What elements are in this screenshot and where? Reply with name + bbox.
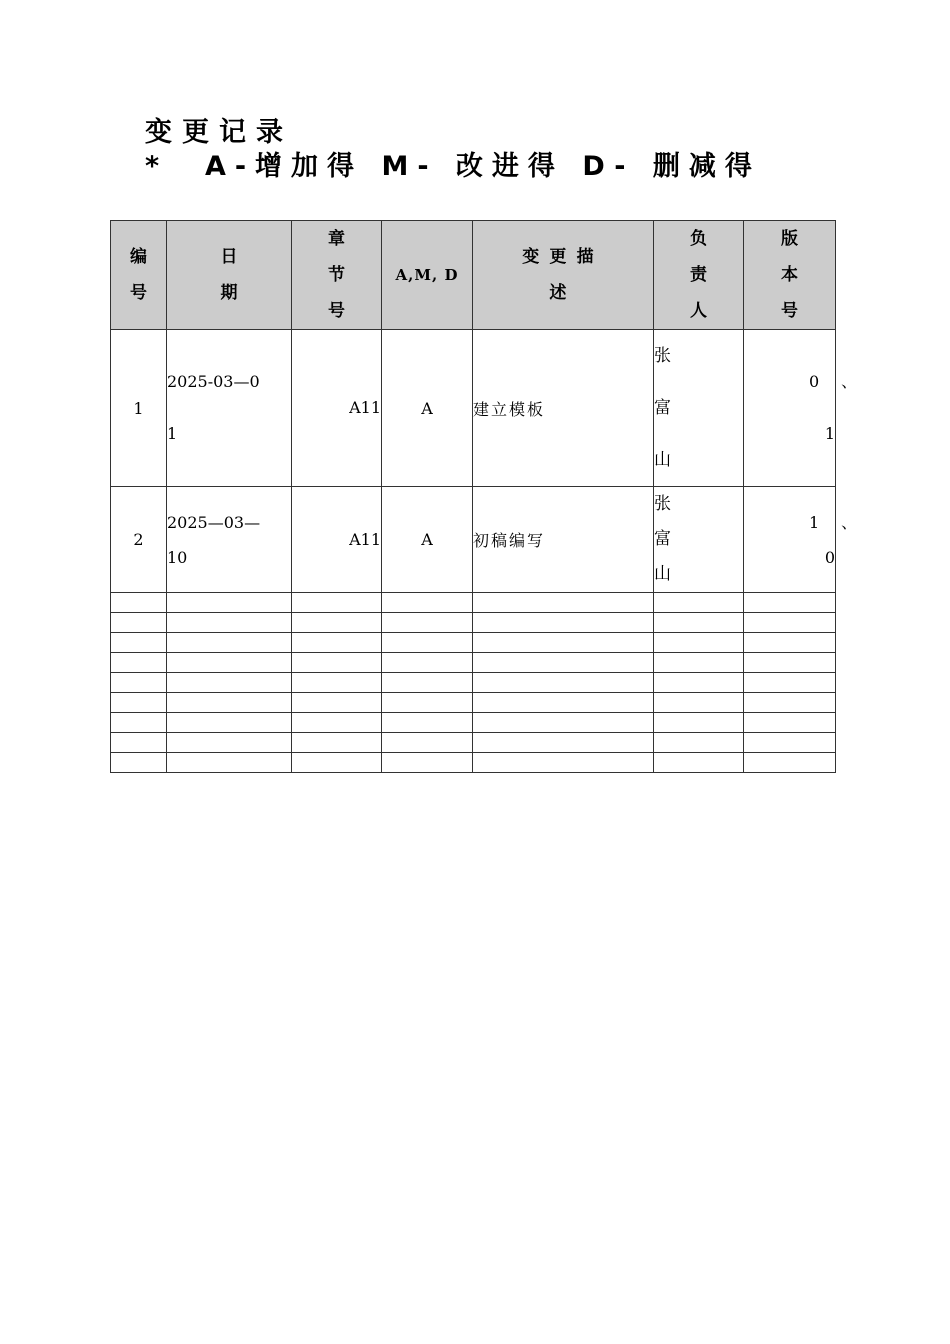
- empty-cell: [111, 653, 167, 673]
- empty-cell: [654, 753, 744, 773]
- empty-cell: [167, 733, 292, 753]
- empty-cell: [744, 633, 836, 653]
- empty-cell: [382, 753, 473, 773]
- empty-cell: [382, 633, 473, 653]
- empty-cell: [111, 693, 167, 713]
- empty-cell: [473, 693, 654, 713]
- empty-cell: [167, 673, 292, 693]
- empty-table-row: [111, 733, 836, 753]
- header-section: 章节号: [292, 221, 382, 330]
- legend-modify: M- 改进得: [381, 151, 564, 182]
- empty-cell: [111, 613, 167, 633]
- empty-cell: [654, 733, 744, 753]
- empty-cell: [167, 593, 292, 613]
- empty-cell: [654, 653, 744, 673]
- empty-cell: [382, 713, 473, 733]
- header-version: 版本号: [744, 221, 836, 330]
- legend-add: A-增加得: [204, 151, 364, 182]
- header-number: 编号: [111, 221, 167, 330]
- table-row: [111, 487, 836, 593]
- empty-cell: [111, 633, 167, 653]
- empty-cell: [744, 753, 836, 773]
- header-description: 变更描述: [473, 221, 654, 330]
- cell-version: 0、1: [744, 330, 836, 487]
- empty-cell: [473, 733, 654, 753]
- empty-cell: [382, 673, 473, 693]
- empty-cell: [167, 633, 292, 653]
- empty-table-row: [111, 633, 836, 653]
- empty-cell: [744, 733, 836, 753]
- empty-cell: [382, 613, 473, 633]
- empty-cell: [167, 753, 292, 773]
- cell-section: A11: [292, 487, 382, 593]
- empty-table-row: [111, 713, 836, 733]
- cell-owner: 张富山: [654, 330, 744, 487]
- empty-cell: [654, 673, 744, 693]
- empty-cell: [473, 613, 654, 633]
- cell-amd: A: [382, 487, 473, 593]
- empty-cell: [292, 753, 382, 773]
- empty-cell: [111, 713, 167, 733]
- empty-cell: [473, 713, 654, 733]
- cell-date: 2025-03—01: [167, 330, 292, 487]
- cell-amd: A: [382, 330, 473, 487]
- empty-cell: [654, 693, 744, 713]
- empty-cell: [167, 693, 292, 713]
- empty-table-row: [111, 673, 836, 693]
- cell-date: 2025—03—10: [167, 487, 292, 593]
- change-log-table: [110, 220, 880, 773]
- empty-cell: [744, 653, 836, 673]
- empty-cell: [167, 613, 292, 633]
- page-title: 变更记录: [145, 117, 293, 148]
- header-date: 日期: [167, 221, 292, 330]
- cell-version: 1、0: [744, 487, 836, 593]
- empty-cell: [382, 593, 473, 613]
- empty-cell: [744, 673, 836, 693]
- empty-cell: [111, 673, 167, 693]
- empty-cell: [292, 593, 382, 613]
- empty-cell: [382, 653, 473, 673]
- empty-cell: [473, 753, 654, 773]
- legend-prefix: *: [145, 151, 187, 182]
- cell-owner: 张富山: [654, 487, 744, 593]
- empty-cell: [111, 753, 167, 773]
- empty-cell: [111, 593, 167, 613]
- empty-table-row: [111, 693, 836, 713]
- empty-cell: [292, 633, 382, 653]
- empty-cell: [292, 713, 382, 733]
- cell-number: 1: [111, 330, 167, 487]
- empty-cell: [744, 713, 836, 733]
- legend-delete: D- 删减得: [582, 151, 761, 182]
- table-row: [111, 330, 836, 487]
- header-owner: 负责人: [654, 221, 744, 330]
- empty-cell: [111, 733, 167, 753]
- empty-table-row: [111, 593, 836, 613]
- empty-cell: [382, 693, 473, 713]
- empty-table-row: [111, 753, 836, 773]
- change-type-legend: [145, 150, 810, 184]
- empty-cell: [654, 613, 744, 633]
- empty-cell: [473, 673, 654, 693]
- empty-cell: [744, 693, 836, 713]
- empty-cell: [473, 653, 654, 673]
- empty-cell: [744, 613, 836, 633]
- empty-cell: [292, 613, 382, 633]
- empty-cell: [654, 633, 744, 653]
- empty-table-row: [111, 613, 836, 633]
- empty-cell: [292, 733, 382, 753]
- empty-table-row: [111, 653, 836, 673]
- empty-cell: [292, 673, 382, 693]
- cell-section: A11: [292, 330, 382, 487]
- empty-cell: [654, 713, 744, 733]
- cell-description: 建立模板: [473, 330, 654, 487]
- header-amd: A,M, D: [382, 221, 473, 330]
- empty-cell: [167, 713, 292, 733]
- empty-cell: [654, 593, 744, 613]
- cell-description: 初稿编写: [473, 487, 654, 593]
- cell-number: 2: [111, 487, 167, 593]
- empty-cell: [473, 633, 654, 653]
- header-row: [111, 221, 836, 330]
- empty-cell: [167, 653, 292, 673]
- empty-cell: [382, 733, 473, 753]
- empty-cell: [292, 693, 382, 713]
- empty-cell: [473, 593, 654, 613]
- empty-cell: [292, 653, 382, 673]
- empty-cell: [744, 593, 836, 613]
